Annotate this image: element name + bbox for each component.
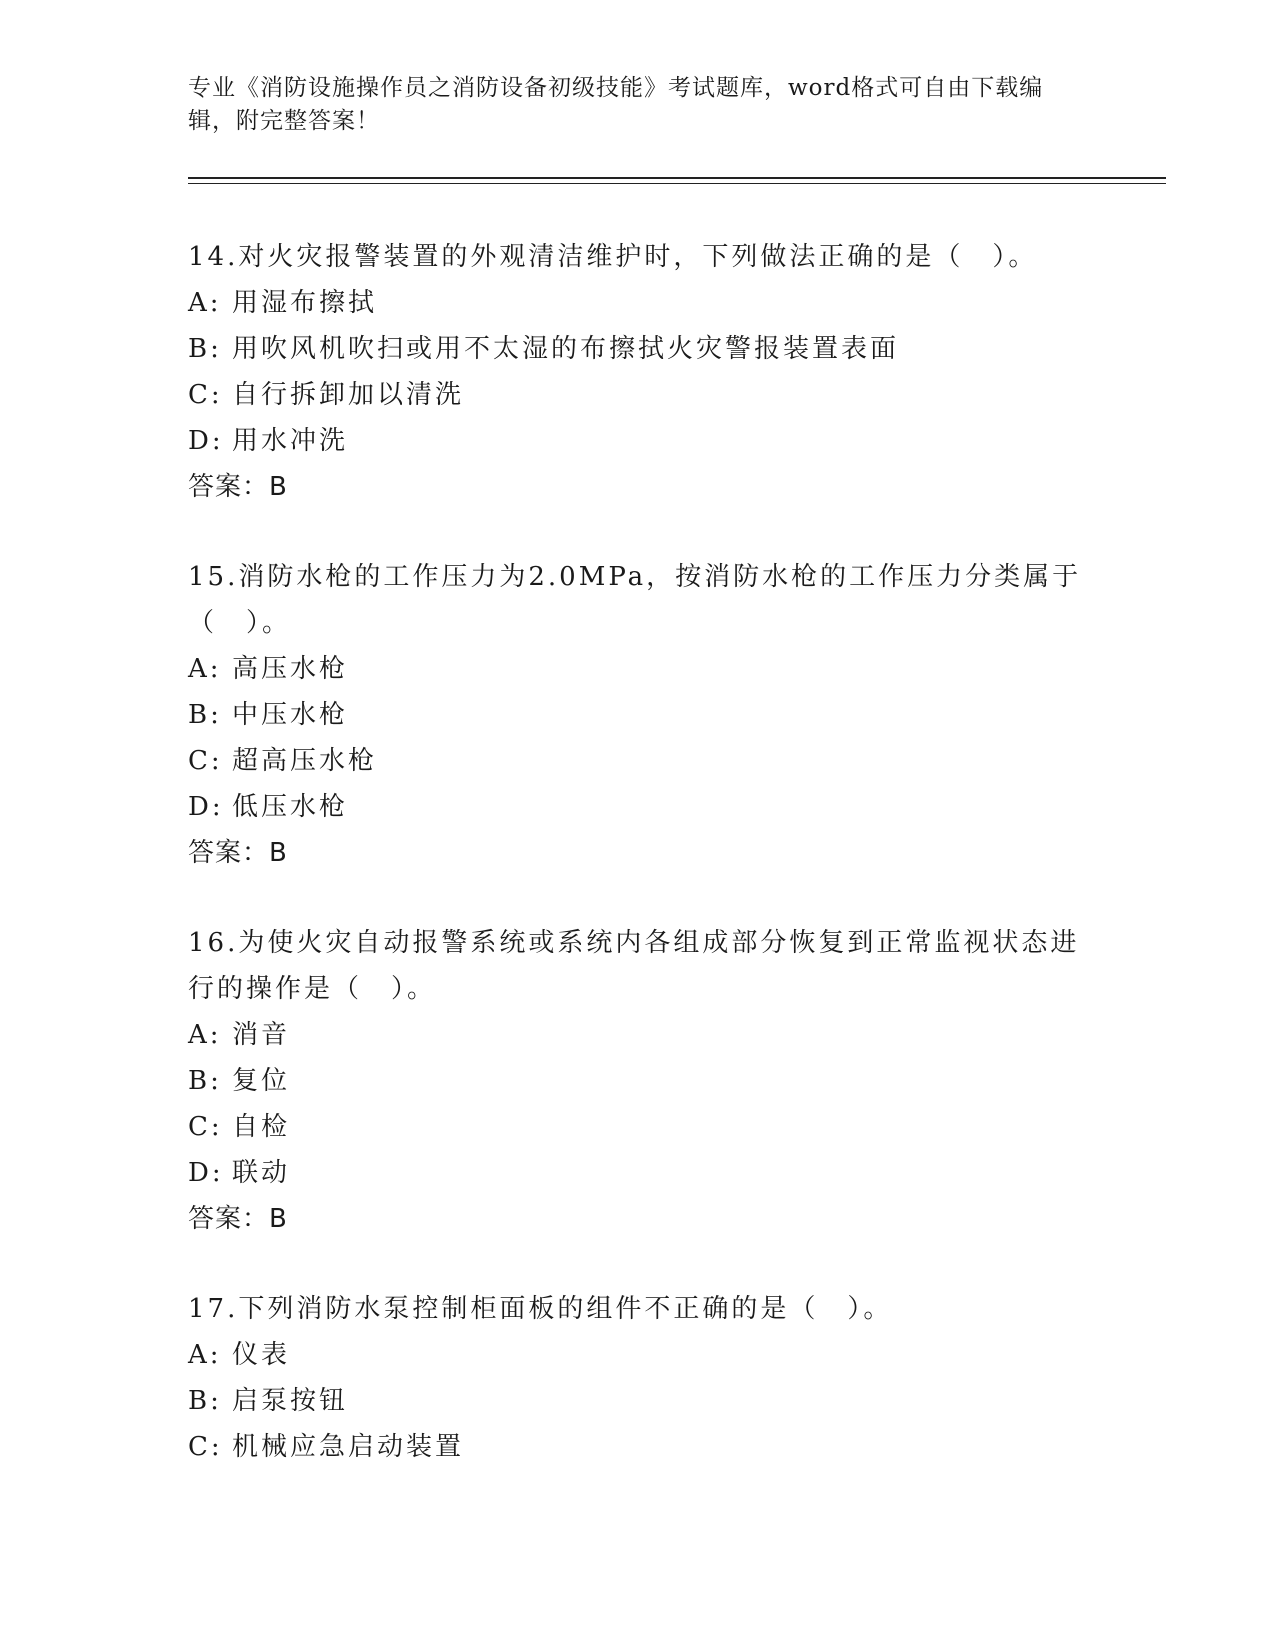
question-list bbox=[188, 234, 1088, 1514]
question-text: 16.为使火灾自动报警系统或系统内各组成部分恢复到正常监视状态进行的操作是（ ）。 bbox=[188, 928, 1080, 1004]
answer: 答案：B bbox=[188, 472, 288, 502]
option-label: B: bbox=[188, 700, 222, 730]
option-a bbox=[188, 1012, 1088, 1058]
option-b bbox=[188, 1378, 1088, 1424]
option-label: C: bbox=[188, 746, 223, 776]
question-14 bbox=[188, 234, 1088, 510]
header-divider-thin bbox=[188, 183, 1166, 184]
option-label: B: bbox=[188, 1066, 222, 1096]
option-label: A: bbox=[188, 654, 222, 684]
option-d bbox=[188, 784, 1088, 830]
question-15 bbox=[188, 554, 1088, 876]
header-divider-thick bbox=[188, 177, 1166, 179]
question-text: 14.对火灾报警装置的外观清洁维护时，下列做法正确的是（ ）。 bbox=[188, 242, 1038, 272]
question-text: 17.下列消防水泵控制柜面板的组件不正确的是（ ）。 bbox=[188, 1294, 893, 1324]
option-text: 机械应急启动装置 bbox=[232, 1432, 465, 1462]
option-text: 自检 bbox=[232, 1112, 291, 1142]
answer: 答案：B bbox=[188, 1204, 288, 1234]
option-text: 自行拆卸加以清洗 bbox=[232, 380, 465, 410]
option-label: D: bbox=[188, 792, 224, 822]
option-label: B: bbox=[188, 1386, 222, 1416]
option-label: C: bbox=[188, 1432, 223, 1462]
option-text: 启泵按钮 bbox=[232, 1386, 349, 1416]
document-header: 专业《消防设施操作员之消防设备初级技能》考试题库，word格式可自由下载编辑，附完整答案！ bbox=[188, 75, 1044, 134]
question-16 bbox=[188, 920, 1088, 1242]
option-c bbox=[188, 738, 1088, 784]
option-text: 用水冲洗 bbox=[232, 426, 349, 456]
option-text: 仪表 bbox=[232, 1340, 291, 1370]
option-text: 消音 bbox=[232, 1020, 291, 1050]
option-label: A: bbox=[188, 1340, 222, 1370]
option-text: 联动 bbox=[232, 1158, 291, 1188]
option-a bbox=[188, 1332, 1088, 1378]
option-text: 中压水枪 bbox=[232, 700, 349, 730]
option-c bbox=[188, 372, 1088, 418]
option-c bbox=[188, 1424, 1088, 1470]
option-text: 低压水枪 bbox=[232, 792, 349, 822]
option-label: D: bbox=[188, 1158, 224, 1188]
question-text: 15.消防水枪的工作压力为2.0MPa，按消防水枪的工作压力分类属于（ ）。 bbox=[188, 562, 1082, 638]
question-17 bbox=[188, 1286, 1088, 1470]
option-label: C: bbox=[188, 380, 223, 410]
option-b bbox=[188, 1058, 1088, 1104]
option-text: 超高压水枪 bbox=[232, 746, 378, 776]
answer: 答案：B bbox=[188, 838, 288, 868]
option-b bbox=[188, 692, 1088, 738]
option-label: D: bbox=[188, 426, 224, 456]
option-c bbox=[188, 1104, 1088, 1150]
option-text: 用湿布擦拭 bbox=[232, 288, 378, 318]
option-a bbox=[188, 646, 1088, 692]
option-label: C: bbox=[188, 1112, 223, 1142]
option-d bbox=[188, 418, 1088, 464]
option-text: 复位 bbox=[232, 1066, 291, 1096]
option-text: 高压水枪 bbox=[232, 654, 349, 684]
option-b bbox=[188, 326, 1088, 372]
option-label: A: bbox=[188, 1020, 222, 1050]
option-d bbox=[188, 1150, 1088, 1196]
option-label: A: bbox=[188, 288, 222, 318]
option-a bbox=[188, 280, 1088, 326]
option-label: B: bbox=[188, 334, 222, 364]
option-text: 用吹风机吹扫或用不太湿的布擦拭火灾警报装置表面 bbox=[232, 334, 900, 364]
